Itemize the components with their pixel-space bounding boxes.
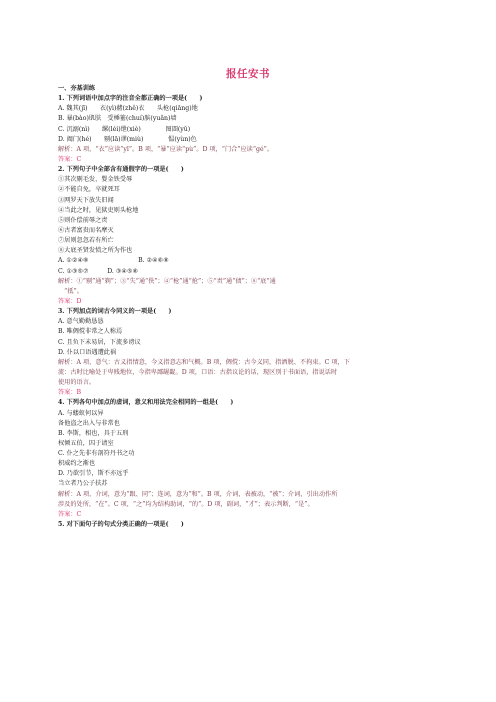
question-stem: 5. 对下面句子的句式分类正确的一项是( ) [58, 521, 184, 529]
section-heading: 一、夯基训练 [58, 85, 96, 92]
question-stem: 2. 下列句子中全部含有通假字的一项是( ) [58, 166, 184, 174]
option-line: B. 李斯，相也，具于五刑 [58, 429, 129, 437]
option-line: C. ①③⑤⑦ D. ③④⑤⑧ [58, 267, 139, 275]
answer-line: 答案：C [58, 155, 82, 163]
option-line: B. 唯倜傥非常之人称焉 [58, 328, 123, 336]
option-line: A. 意气勤勤恳恳 [58, 318, 104, 326]
question-stem: 1. 下列词语中加点字的注音全都正确的一项是( ) [58, 95, 203, 103]
option-line: ①其次剔毛发、婴金铁受辱 [58, 176, 133, 184]
option-line: ③网罗天下放失旧闻 [58, 196, 114, 204]
explanation-line: 解析：A 项，介词，意为“跟、同”；连词，意为“和”。B 项，介词，表被动，“被”；介词，引出动作所 [58, 490, 338, 498]
option-line: ⑥古者富贵而名摩灭 [58, 226, 114, 234]
option-line: ⑤则仆偿前辱之责 [58, 216, 108, 224]
document-body [58, 84, 458, 530]
option-line: ⑦居则忽忽若有所亡 [58, 237, 114, 245]
page-title: 报任安书 [226, 68, 270, 80]
explanation-line: 解析：A 项，“衣”应读“yī”。B 项，“暴”应读“pù”。D 项，“门合”应读“gé”。 [58, 145, 274, 153]
option-line: ⑧大底圣贤发愤之所为作也 [58, 247, 133, 255]
explanation-line: “抵”。 [58, 287, 83, 295]
answer-line: 答案：C [58, 510, 82, 518]
explanation-line: 解析：A 项，意气：古义指情意，今义指意志和气概。B 项，倜傥：古今义同，指洒脱、不拘束。C 项，下 [58, 358, 350, 366]
option-line: 备他盗之出入与非常也 [58, 419, 120, 427]
option-line: 权倾五伯，囚于请室 [58, 439, 114, 447]
question-stem: 3. 下列加点的词古今同义的一项是( ) [58, 308, 172, 316]
explanation-line: 涉及的处所，“在”。C 项，“之”均为结构助词，“的”。D 项，副词，“才”；表示判断，“是”。 [58, 500, 314, 508]
option-line: 当立者乃公子扶苏 [58, 480, 108, 488]
option-line: A. ①②④⑧ B. ②④⑥⑧ [58, 257, 169, 265]
explanation-line: 解析：①“剔”通“剃”；③“失”通“佚”；④“枪”通“抢”；⑤“责”通“债”；⑧“底”通 [58, 277, 276, 285]
option-line: A. 魏其(jī) 衣(yì)赭(zhě)衣 头枪(qiāng)地 [58, 105, 198, 113]
option-line: ④当此之时，见狱吏则头枪地 [58, 206, 139, 214]
option-line: C. 仆之先非有剖符丹书之功 [58, 450, 135, 458]
explanation-line: 流：古时比喻处于卑贱地位，今指卑鄙龌龊。D 项，口语：古指议论的话，现区别于书面语，指说话时 [58, 368, 338, 376]
question-stem: 4. 下列各句中加点的虚词，意义和用法完全相同的一组是( ) [58, 399, 234, 407]
option-line: 积威约之渐也 [58, 460, 96, 468]
option-line: C. 沉溺(nì) 缧(léi)绁(xiè) 图圄(yǔ) [58, 125, 191, 133]
option-line: D. 乃欲引节，斯不亦远乎 [58, 470, 129, 478]
option-line: A. 与蝼蚁何以异 [58, 409, 104, 417]
option-line: C. 且负下未易居，下流多谤议 [58, 338, 141, 346]
option-line: ②不能自免，卒就死耳 [58, 186, 120, 194]
answer-line: 答案：D [58, 297, 82, 305]
option-line: D. 仆以口语遇遭此祸 [58, 348, 117, 356]
answer-line: 答案：B [58, 389, 82, 397]
option-line: D. 阖门(hé) 剔(lā)谬(miù) 愠(yùn)色 [58, 135, 197, 143]
option-line: B. 暴(bào)肌肤 受棰箠(chuí)膑(yuǎn)墙 [58, 115, 177, 123]
explanation-line: 使用的语言。 [58, 379, 96, 387]
